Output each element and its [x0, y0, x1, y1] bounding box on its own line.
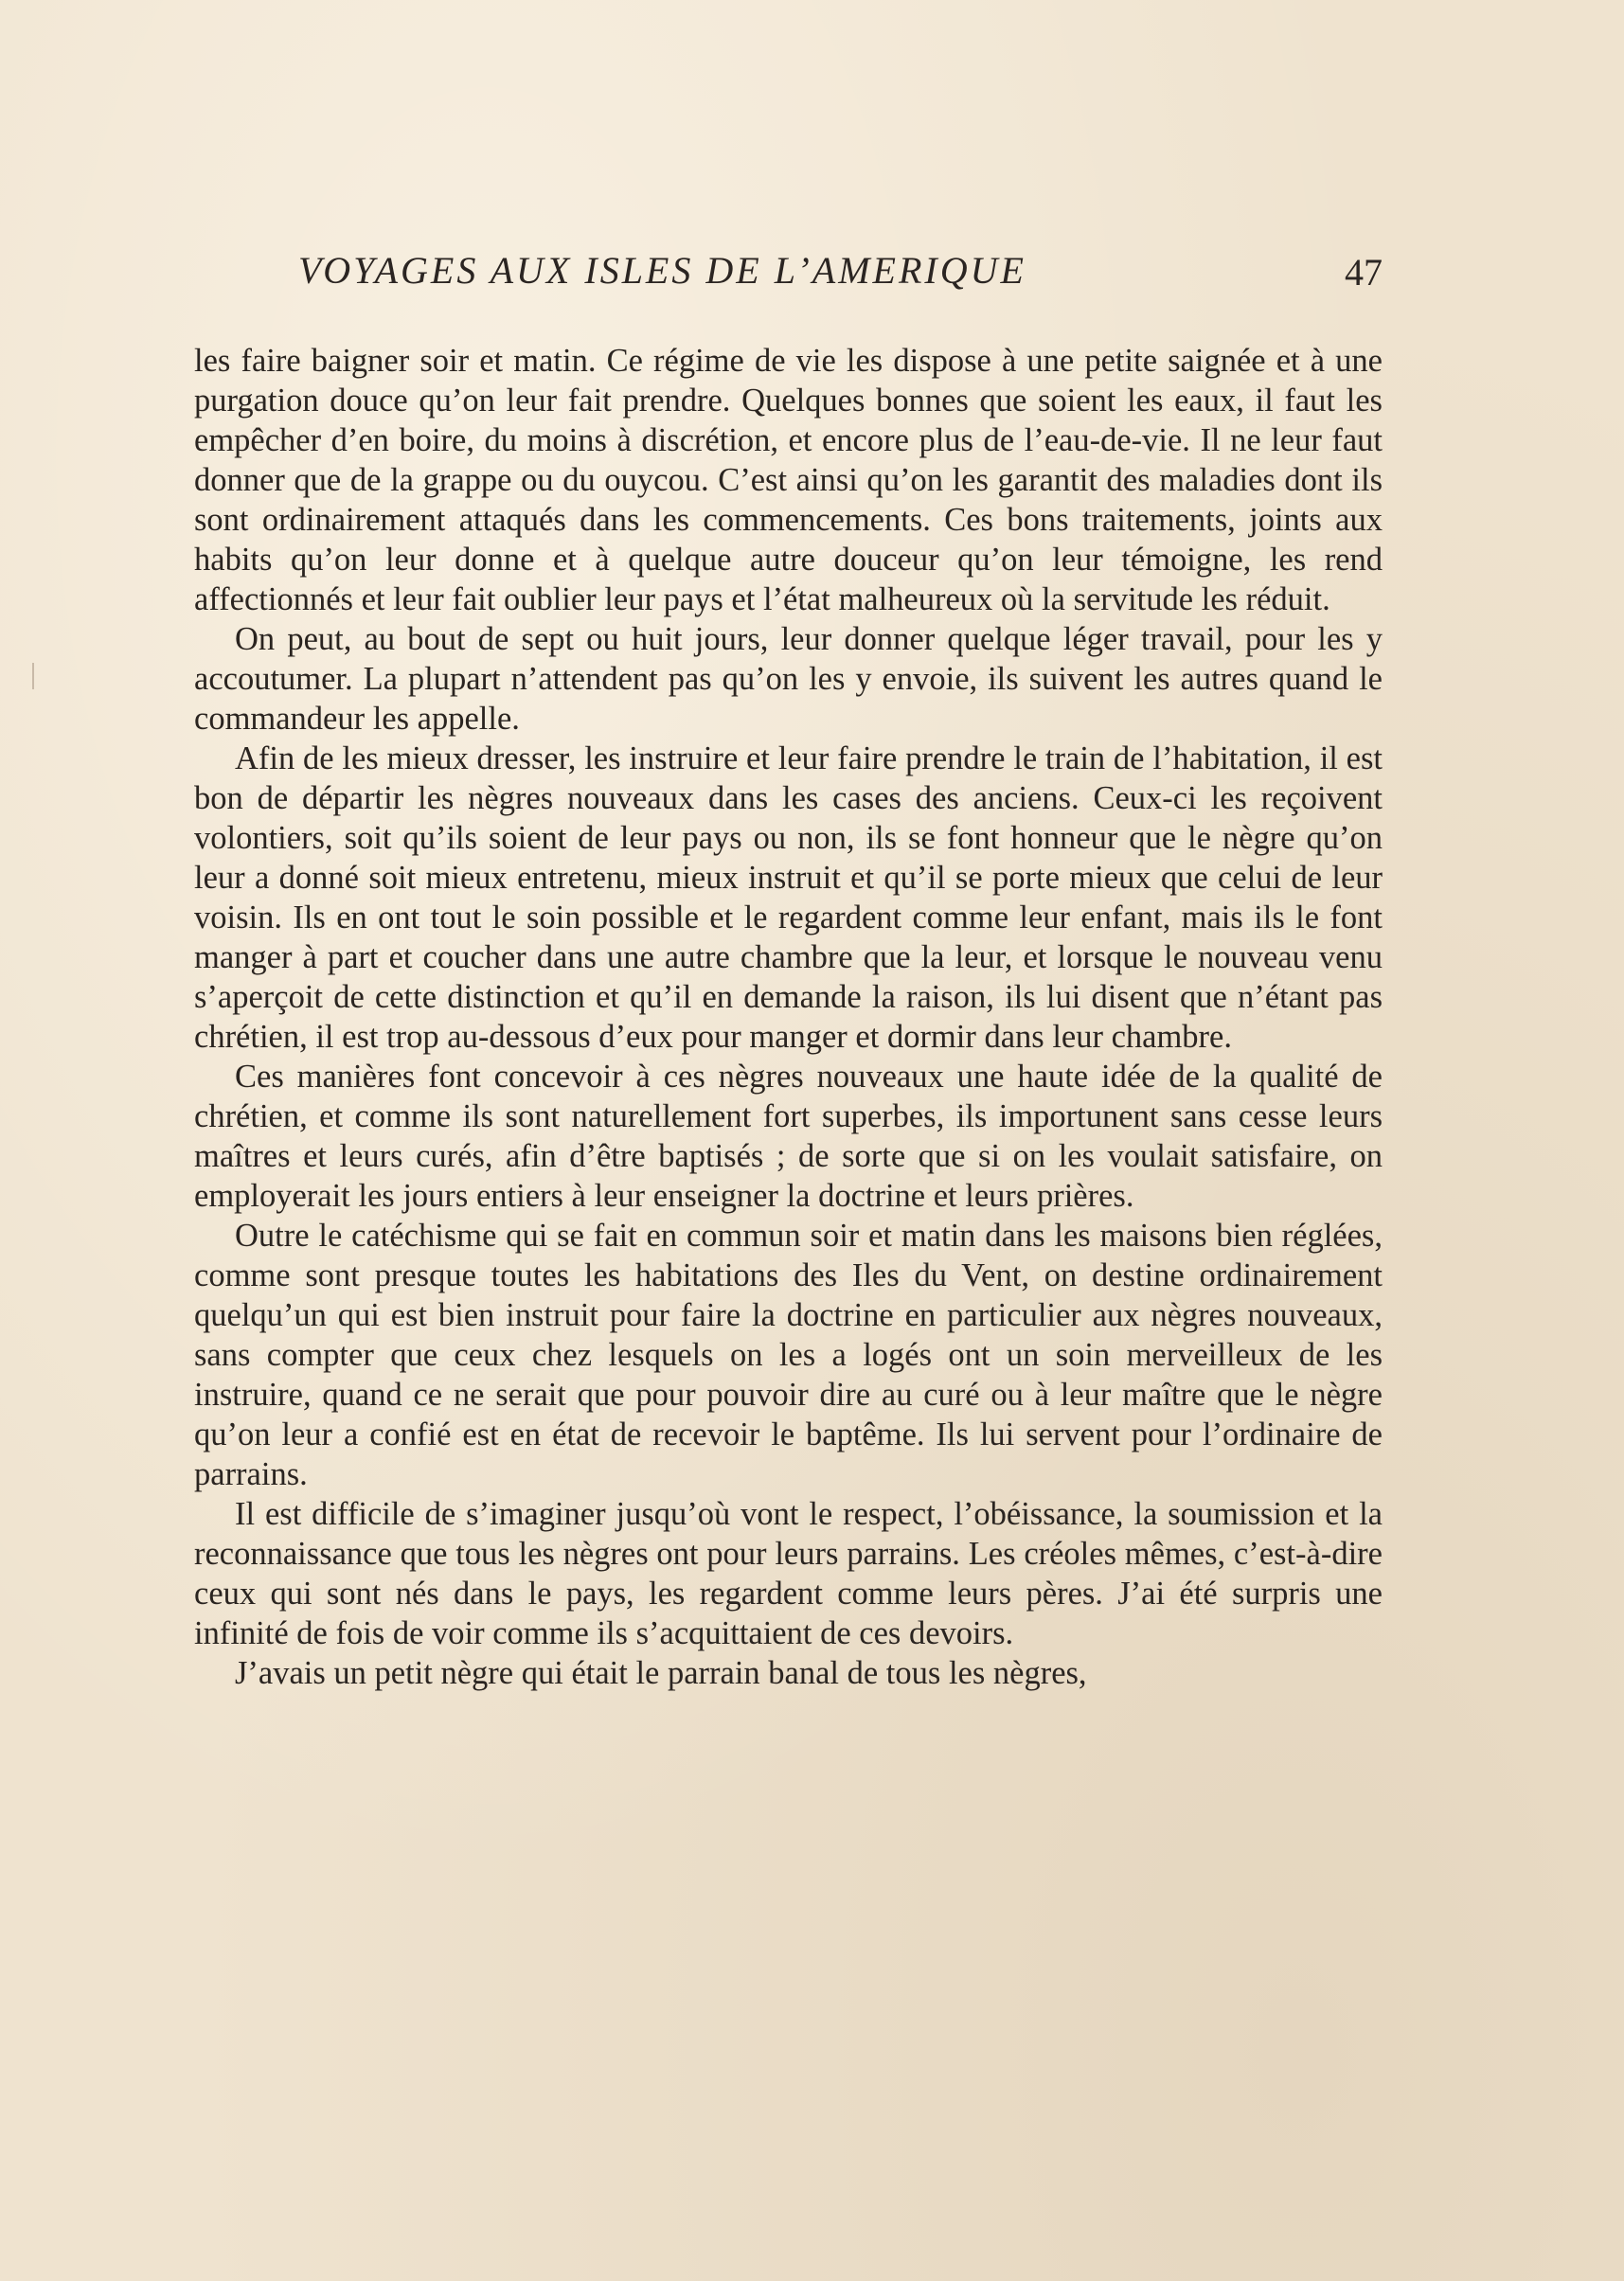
- paragraph: On peut, au bout de sept ou huit jours, leur donner quelque léger travail, pour les y accoutumer. La plupart n’attendent pas qu’on les y envoie, ils suivent les autres quand le commandeur les appelle.: [194, 621, 1383, 737]
- paragraph: Ces manières font concevoir à ces nègres nouveaux une haute idée de la qualité de chrétien, et comme ils sont naturellement fort superbes, ils importunent sans cesse leurs maîtres et leurs curés, afin d’être baptisés ; de sorte que si on les voulait satisfaire, on employerait les jours entiers à leur enseigner la doctrine et leurs prières.: [194, 1059, 1383, 1214]
- page-number: 47: [1345, 251, 1383, 294]
- body-text: [194, 341, 1383, 1693]
- paragraph: Afin de les mieux dresser, les instruire et leur faire prendre le train de l’habitation, il est bon de départir les nègres nouveaux dans les cases des anciens. Ceux-ci les reçoivent volontiers, soit qu’ils soient de leur pays ou non, ils se font honneur que le nègre qu’on leur a donné soit mieux entretenu, mieux instruit et qu’il se porte mieux que celui de leur voisin. Ils en ont tout le soin possible et le regardent comme leur enfant, mais ils le font manger à part et coucher dans une autre chambre que la leur, et lorsque le nouveau venu s’aperçoit de cette distinction et qu’il en demande la raison, ils lui disent que n’étant pas chrétien, il est trop au-dessous d’eux pour manger et dormir dans leur chambre.: [194, 740, 1383, 1055]
- paragraph: J’avais un petit nègre qui était le parrain banal de tous les nègres,: [235, 1655, 1087, 1691]
- paragraph: Il est difficile de s’imaginer jusqu’où vont le respect, l’obéissance, la soumission et la reconnaissance que tous les nègres ont pour leurs parrains. Les créoles mêmes, c’est-à-dire ceux qui sont nés dans le pays, les regardent comme leurs pères. J’ai été surpris une infinité de fois de voir comme ils s’acquittaient de ces devoirs.: [194, 1496, 1383, 1651]
- running-title: VOYAGES AUX ISLES DE L’AMERIQUE: [298, 249, 1026, 292]
- running-head: [194, 248, 1383, 305]
- paragraph: Outre le catéchisme qui se fait en commun soir et matin dans les maisons bien réglées, comme sont presque toutes les habitations des Iles du Vent, on destine ordinairement quelqu’un qui est bien instruit pour faire la doctrine en particulier aux nègres nouveaux, sans compter que ceux chez lesquels on les a logés ont un soin merveilleux de les instruire, quand ce ne serait que pour pouvoir dire au curé ou à leur maître que le nègre qu’on leur a confié est en état de recevoir le baptême. Ils lui servent pour l’ordinaire de parrains.: [194, 1218, 1383, 1492]
- margin-mark: [32, 663, 34, 689]
- paragraph: les faire baigner soir et matin. Ce régime de vie les dispose à une petite saignée et à une purgation douce qu’on leur fait prendre. Quelques bonnes que soient les eaux, il faut les empêcher d’en boire, du moins à discrétion, et encore plus de l’eau-de-vie. Il ne leur faut donner que de la grappe ou du ouycou. C’est ainsi qu’on les garantit des maladies dont ils sont ordinairement attaqués dans les commencements. Ces bons traitements, joints aux habits qu’on leur donne et à quelque autre douceur qu’on leur témoigne, les rend affectionnés et leur fait oublier leur pays et l’état malheureux où la servitude les réduit.: [194, 343, 1383, 617]
